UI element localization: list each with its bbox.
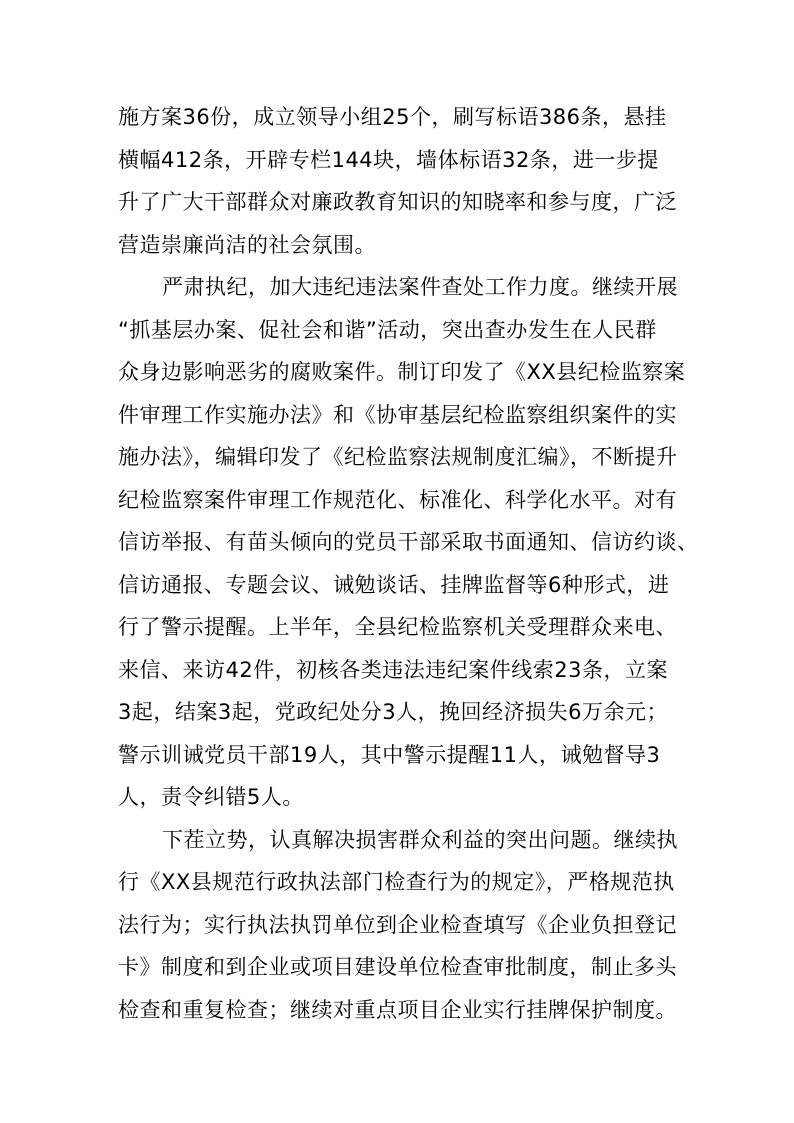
text-line: 严肃执纪，加大违纪违法案件查处工作力度。继续开展 [162,275,678,299]
text-line: 行《XX县规范行政执法部门检查行为的规定》，严格规范执 [118,870,675,894]
paragraph-2 [118,266,699,819]
text-line: 人，责令纠错5人。 [118,785,304,809]
text-line: 施办法》，编辑印发了《纪检监察法规制度汇编》，不断提升 [118,445,678,469]
document-body [118,96,699,1031]
text-line: 横幅412条，开辟专栏144块，墙体标语32条，进一步提 [118,147,659,172]
text-line: 件审理工作实施办法》和《协审基层纪检监察组织案件的实 [118,402,677,427]
text-line: 来信、来访42件，初核各类违法违纪案件线索23条，立案 [118,657,668,682]
text-line: 升了广大干部群众对廉政教育知识的知晓率和参与度，广泛 [118,190,677,214]
text-line: 3起，结案3起，党政纪处分3人，挽回经济损失6万余元； [118,700,668,724]
paragraph-1 [118,96,688,266]
text-line: 警示训诫党员干部19人，其中警示提醒11人，诫勉督导3 [118,742,661,767]
text-line: 施方案36份，成立领导小组25个，刷写标语386条，悬挂 [118,105,667,129]
text-line: “抓基层办案、促社会和谐”活动，突出查办发生在人民群 [118,317,657,342]
text-line: 行了警示提醒。上半年，全县纪检监察机关受理群众来电、 [118,615,677,639]
text-line: 营造崇廉尚洁的社会氛围。 [118,232,376,257]
text-line: 法行为；实行执法执罚单位到企业检查填写《企业负担登记 [118,912,677,937]
text-line: 下茬立势，认真解决损害群众利益的突出问题。继续执 [162,827,678,852]
paragraph-3 [118,819,688,1032]
text-line: 卡》制度和到企业或项目建设单位检查审批制度，制止多头 [118,955,677,979]
text-line: 众身边影响恶劣的腐败案件。制订印发了《XX县纪检监察案 [118,360,686,384]
text-line: 纪检监察案件审理工作规范化、标准化、科学化水平。对有 [118,487,677,512]
text-line: 信访通报、专题会议、诫勉谈话、挂牌监督等6种形式，进 [118,572,670,597]
text-line: 信访举报、有苗头倾向的党员干部采取书面通知、信访约谈、 [118,530,699,554]
text-line: 检查和重复检查；继续对重点项目企业实行挂牌保护制度。 [118,997,677,1022]
